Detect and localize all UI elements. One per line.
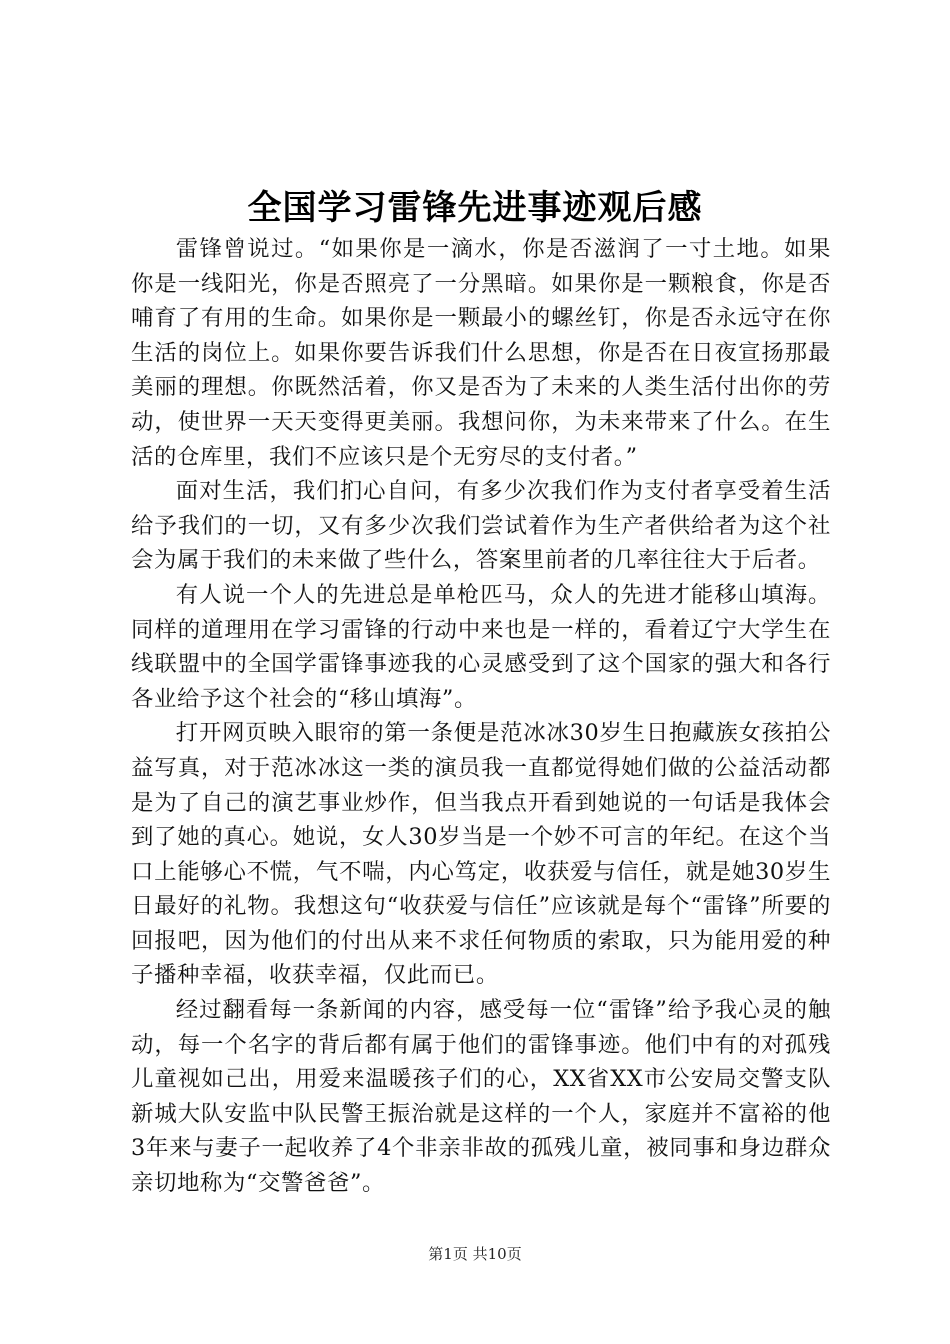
paragraph-2: 面对生活，我们扪心自问，有多少次我们作为支付者享受着生活给予我们的一切，又有多少次我们尝试着作为生产者供给者为这个社会为属于我们的未来做了些什么，答案里前者的几率往往大于后者。 — [131, 478, 831, 574]
paragraph-4: 打开网页映入眼帘的第一条便是范冰冰30岁生日抱藏族女孩拍公益写真，对于范冰冰这一类的演员我一直都觉得她们做的公益活动都是为了自己的演艺事业炒作，但当我点开看到她说的一句话是我体会到了她的真心。她说，女人30岁当是一个妙不可言的年纪。在这个当口上能够心不慌，气不喘，内心笃定，收获爱与信任，就是她30岁生日最好的礼物。我想这句“收获爱与信任”应该就是每个“雷锋”所要的回报吧，因为他们的付出从来不求任何物质的索取，只为能用爱的种子播种幸福，收获幸福，仅此而已。 — [131, 720, 831, 989]
paragraph-5: 经过翻看每一条新闻的内容，感受每一位“雷锋”给予我心灵的触动，每一个名字的背后都有属于他们的雷锋事迹。他们中有的对孤残儿童视如己出，用爱来温暖孩子们的心，XX省XX市公安局交警支队新城大队安监中队民警王振治就是这样的一个人，家庭并不富裕的他3年来与妻子一起收养了4个非亲非故的孤残儿童，被同事和身边群众亲切地称为“交警爸爸”。 — [131, 997, 831, 1197]
page-number-footer: 第1页 共10页 — [428, 1245, 522, 1263]
paragraph-1: 雷锋曾说过。“如果你是一滴水，你是否滋润了一寸土地。如果你是一线阳光，你是否照亮了一分黑暗。如果你是一颗粮食，你是否哺育了有用的生命。如果你是一颗最小的螺丝钉，你是否永远守在你生活的岗位上。如果你要告诉我们什么思想，你是否在日夜宣扬那最美丽的理想。你既然活着，你又是否为了未来的人类生活付出你的劳动，使世界一天天变得更美丽。我想问你，为未来带来了什么。在生活的仓库里，我们不应该只是个无穷尽的支付者。” — [131, 236, 831, 470]
document-body — [131, 232, 831, 1201]
paragraph-3: 有人说一个人的先进总是单枪匹马，众人的先进才能移山填海。同样的道理用在学习雷锋的行动中来也是一样的，看着辽宁大学生在线联盟中的全国学雷锋事迹我的心灵感受到了这个国家的强大和各行各业给予这个社会的“移山填海”。 — [131, 581, 831, 712]
document-title: 全国学习雷锋先进事迹观后感 — [247, 188, 703, 228]
